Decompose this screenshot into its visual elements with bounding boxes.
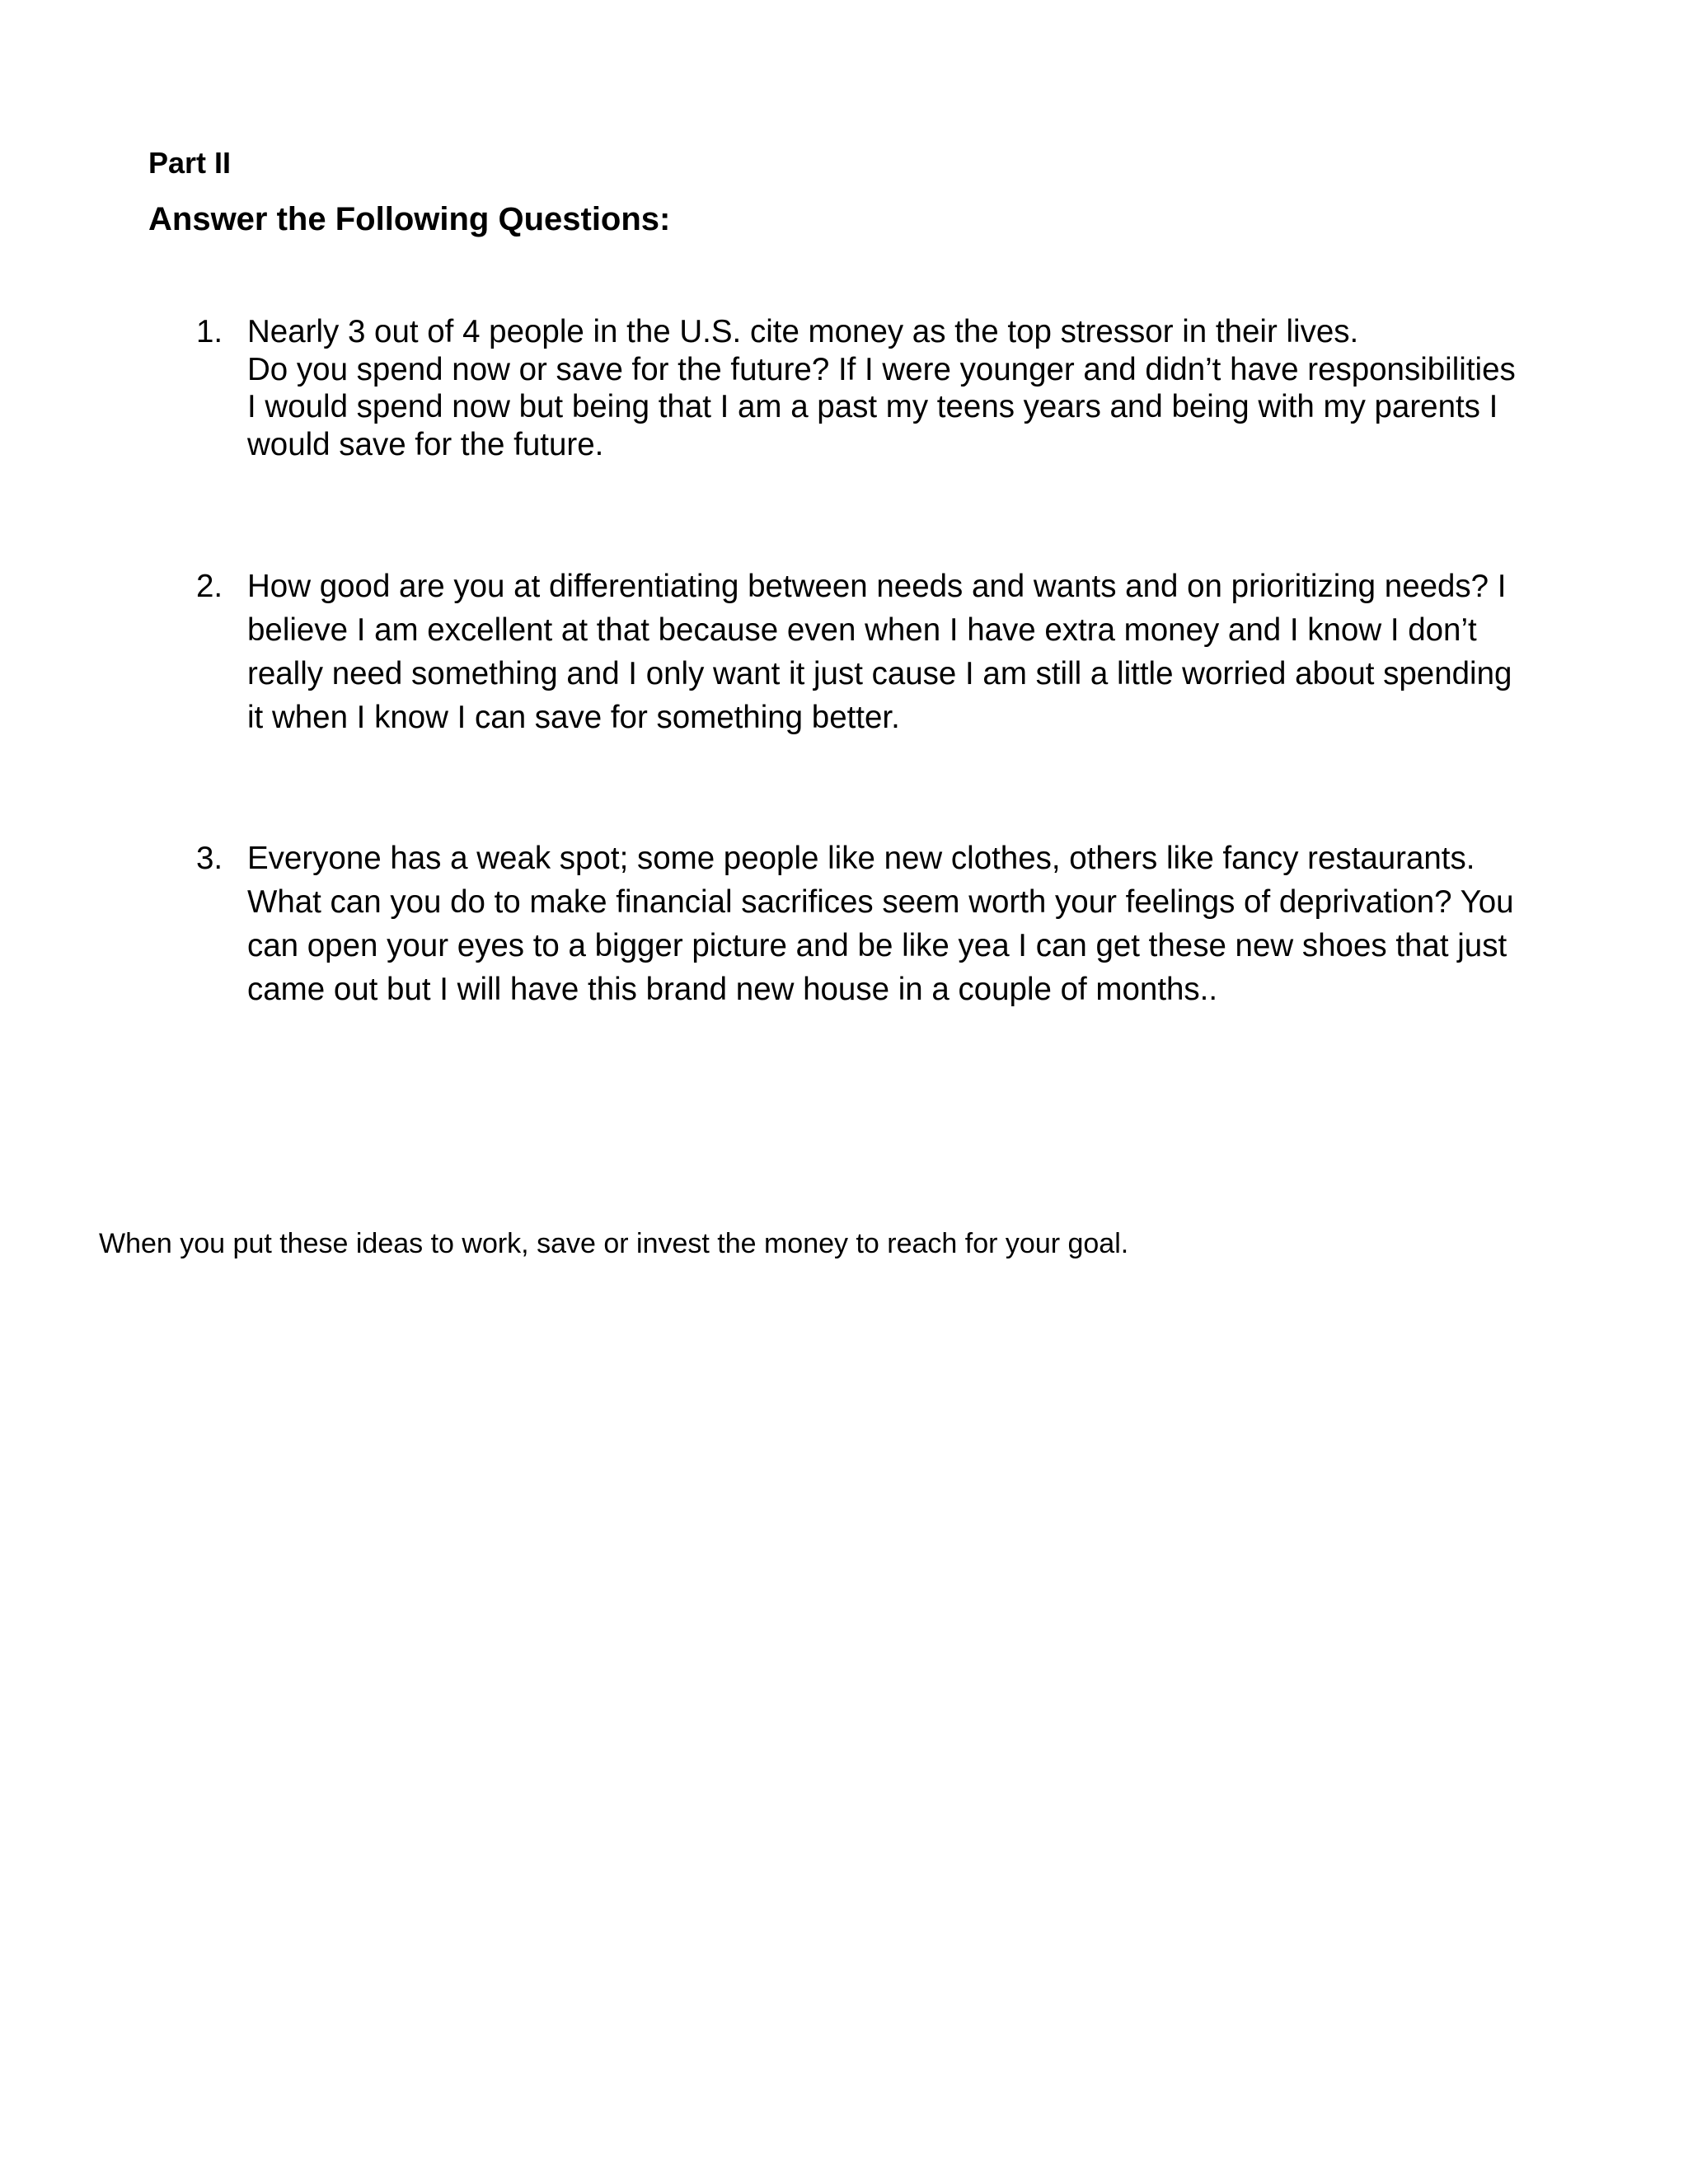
section-heading: Answer the Following Questions:	[148, 201, 671, 237]
question-number: 2.	[196, 569, 223, 604]
answer-line: would save for the future.	[247, 426, 604, 462]
question-number: 1.	[196, 314, 223, 349]
question-line: Nearly 3 out of 4 people in the U.S. cite money as the top stressor in their lives.	[247, 314, 1359, 349]
answer-line: believe I am excellent at that because even when I have extra money and I know I don’t	[247, 612, 1477, 648]
answer-line: it when I know I can save for something better.	[247, 700, 900, 735]
answer-line: really need something and I only want it just cause I am still a little worried about spending	[247, 656, 1512, 691]
question-line: Everyone has a weak spot; some people like new clothes, others like fancy restaurants.	[247, 841, 1475, 876]
part-label: Part II	[148, 146, 232, 180]
answer-line: Do you spend now or save for the future? If I were younger and didn’t have responsibilities	[247, 351, 1516, 387]
question-line: What can you do to make financial sacrifices seem worth your feelings of deprivation? You	[247, 884, 1514, 920]
question-line: How good are you at differentiating between needs and wants and on prioritizing needs? I	[247, 569, 1507, 604]
answer-line: I would spend now but being that I am a past my teens years and being with my parents I	[247, 389, 1498, 424]
footer-note: When you put these ideas to work, save or invest the money to reach for your goal.	[99, 1228, 1129, 1259]
question-text	[247, 565, 1615, 739]
question-text	[247, 313, 1615, 463]
question-text	[247, 837, 1615, 1011]
question-number: 3.	[196, 841, 223, 876]
answer-line: came out but I will have this brand new house in a couple of months..	[247, 972, 1218, 1007]
answer-line: can open your eyes to a bigger picture and be like yea I can get these new shoes that just	[247, 928, 1507, 963]
